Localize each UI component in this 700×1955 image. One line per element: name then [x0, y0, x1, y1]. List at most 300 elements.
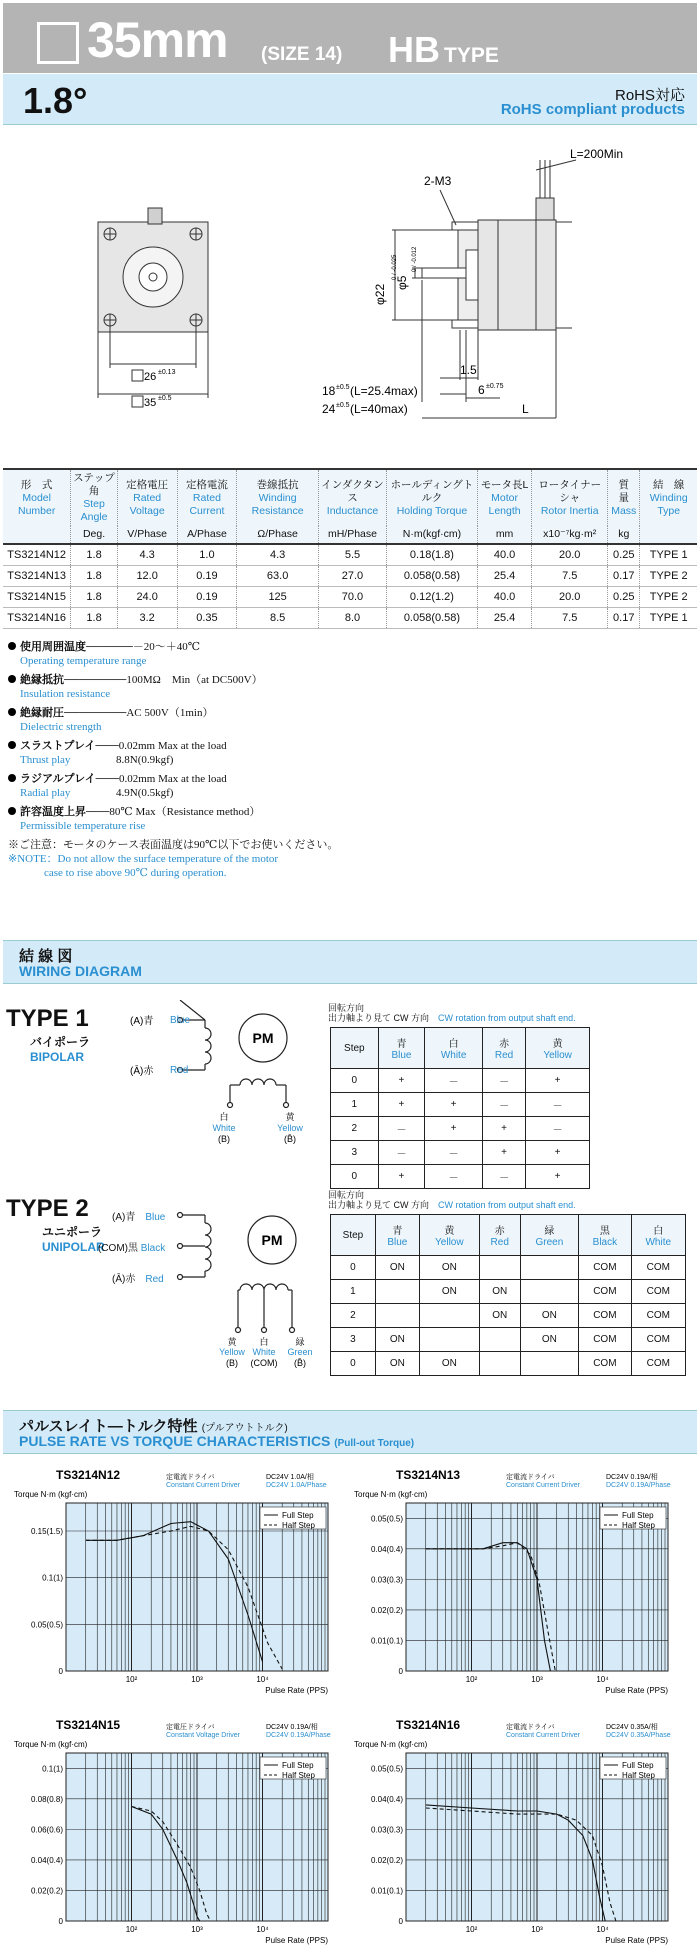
type2-jp: ユニポーラ [42, 1225, 103, 1239]
table-cell: 24.0 [117, 587, 177, 608]
driver-jp: 定電流ドライバ [166, 1474, 215, 1481]
table-row [3, 587, 697, 608]
x-axis-label: Pulse Rate (PPS) [605, 1936, 668, 1945]
section-title-en-sub: (Pull-out Torque) [334, 1438, 415, 1449]
x-axis-label: Pulse Rate (PPS) [605, 1686, 668, 1695]
y-tick-label: 0.01(0.1) [370, 1886, 403, 1896]
table-cell: 1.0 [177, 544, 237, 566]
wire-col-header [579, 1215, 631, 1256]
table-cell [419, 1328, 479, 1352]
table-cell: 1.8 [71, 544, 117, 566]
header-jp: モータ長L [480, 478, 529, 491]
wire-white-jp: 白 [259, 1337, 269, 1347]
rotation-jp-1: 回転方向 [328, 1003, 365, 1013]
wire-a-color: Blue [145, 1212, 166, 1223]
y-tick-label: 0.04(0.4) [30, 1855, 63, 1865]
table-cell: + [482, 1117, 525, 1141]
note-label: ラジアルプレイ [20, 773, 96, 785]
supply-en: DC24V 0.19A/Phase [606, 1482, 671, 1489]
spec-header-cell [532, 469, 608, 526]
bullet-icon [8, 807, 16, 815]
header-en: Mass [611, 504, 637, 517]
table-cell: + [378, 1165, 425, 1189]
table-row [331, 1256, 686, 1280]
wire-white-code: (COM) [250, 1358, 278, 1368]
table-cell: COM [631, 1280, 685, 1304]
sq-26-tol: ±0.13 [158, 369, 176, 376]
pulse-section-header [3, 1410, 697, 1454]
note-label: 絶縁抵抗 [20, 674, 64, 686]
x-tick-label: 10³ [191, 1925, 203, 1934]
bullet-icon [8, 774, 16, 782]
type2-sequence-table [330, 1214, 686, 1376]
square-frame-icon [37, 22, 79, 64]
x-tick-label: 10⁴ [596, 1675, 609, 1684]
table-cell: + [526, 1141, 590, 1165]
table-cell: 0.17 [608, 608, 640, 629]
section-title-en: WIRING DIAGRAM [19, 963, 142, 979]
note-value-2: 4.9N(0.5kgf) [116, 787, 174, 799]
table-cell: ON [375, 1352, 419, 1376]
pm-label: PM [252, 1030, 274, 1046]
table-cell: 4.3 [237, 544, 319, 566]
wire-abar-label: (Ā)赤 [130, 1066, 154, 1077]
dia-22: φ22 [373, 283, 387, 305]
spec-header-cell [237, 469, 319, 526]
table-cell: ON [419, 1256, 479, 1280]
table-cell: COM [579, 1328, 631, 1352]
wire-green-jp: 緑 [295, 1337, 305, 1347]
dim-6-tol: ±0.75 [486, 383, 504, 390]
spec-unit-cell: kg [608, 526, 640, 544]
type2-schematic [110, 1205, 340, 1375]
table-cell: 0.35 [177, 608, 237, 629]
legend-label: Full Step [282, 1761, 314, 1770]
note-value: AC 500V（1min） [126, 707, 214, 719]
y-tick-label: 0 [398, 1667, 403, 1676]
header-en: Model Number [17, 491, 56, 517]
table-cell: ON [479, 1304, 520, 1328]
table-cell: 0.17 [608, 566, 640, 587]
header-jp: インダクタンス [321, 478, 384, 504]
col-jp: 青 [396, 1039, 407, 1050]
legend-label: Full Step [622, 1761, 654, 1770]
spec-notes: 使用周囲温度──────－20～＋40℃ Operating temperature range 絶縁抵抗────────100MΩ Min（at DC500V） Insulation resistance 絶縁耐圧────────AC 500V（1min） Dielectric strength スラストプレイ───0.02mm Max at the load Thrust play 8.8N(0.9kgf) ラジアルプレイ───0.02mm Max at the load Radial play 4.9N(0.5kgf) 許容温度上昇───80℃ Max（Resistance method） Permissible temperature rise ※ご注意：モータのケース表面温度は90℃以下でお使いください。 ※NOTE：Do not allow the surface temperature of the motor case to rise above 90℃ during operation. [8, 641, 339, 879]
type1-schematic [130, 1000, 330, 1150]
spec-unit-cell: Ω/Phase [237, 526, 319, 544]
table-cell: + [526, 1165, 590, 1189]
table-cell: 20.0 [532, 587, 608, 608]
table-row [331, 1280, 686, 1304]
dim-1-5: 1.5 [460, 363, 477, 377]
table-cell: + [425, 1093, 483, 1117]
wire-col-header [482, 1028, 525, 1069]
y-tick-label: 0 [58, 1667, 63, 1676]
spec-header-cell [177, 469, 237, 526]
dia-5: φ5 [395, 275, 409, 290]
table-cell: TS3214N16 [3, 608, 71, 629]
x-tick-label: 10⁴ [596, 1925, 609, 1934]
pm-label: PM [261, 1232, 283, 1248]
x-axis-label: Pulse Rate (PPS) [265, 1686, 328, 1695]
spec-header-cell [608, 469, 640, 526]
header-jp: ホールディングトルク [390, 478, 474, 504]
torque-chart [8, 1465, 348, 1705]
table-cell: 3 [331, 1141, 379, 1165]
wiring-section-header [3, 940, 697, 984]
x-tick-label: 10² [125, 1675, 138, 1684]
col-jp: 緑 [544, 1226, 555, 1237]
wire-abar-label: (Ā)赤 [112, 1274, 136, 1285]
table-cell: 7.5 [532, 566, 608, 587]
legend-label: Full Step [622, 1511, 654, 1520]
caution-jp: ※ご注意：モータのケース表面温度は90℃以下でお使いください。 [8, 839, 339, 851]
section-title-en: PULSE RATE VS TORQUE CHARACTERISTICS [19, 1433, 331, 1449]
table-cell: 0.12(1.2) [387, 587, 478, 608]
type1-en: BIPOLAR [30, 1050, 84, 1064]
table-cell: 0 [331, 1352, 376, 1376]
wire-yellow-jp: 黄 [227, 1337, 237, 1347]
step-header: Step [331, 1215, 376, 1256]
spec-header-cell [387, 469, 478, 526]
table-cell: 3 [331, 1328, 376, 1352]
table-cell: 0.058(0.58) [387, 608, 478, 629]
wire-abar-color: Red [145, 1274, 164, 1285]
table-row [331, 1069, 590, 1093]
type2-rotation-note [328, 1190, 576, 1210]
dim-18: 18 [322, 384, 336, 398]
col-en: Red [494, 1050, 514, 1061]
table-cell: 0.25 [608, 587, 640, 608]
col-jp: 赤 [499, 1039, 510, 1050]
wire-col-header [631, 1215, 685, 1256]
table-cell: 7.5 [532, 608, 608, 629]
wire-col-header [419, 1215, 479, 1256]
type1-label [6, 1005, 90, 1064]
note-label: 絶縁耐圧 [20, 707, 64, 719]
x-tick-label: 10³ [531, 1925, 543, 1934]
y-axis-label: Torque N·m (kgf·cm) [14, 1490, 88, 1499]
sq-35: 35 [144, 397, 157, 409]
chart-title: TS3214N15 [56, 1718, 121, 1732]
y-tick-label: 0.01(0.1) [370, 1636, 403, 1646]
note-en: Insulation resistance [20, 688, 111, 700]
col-jp: 白 [653, 1226, 664, 1237]
y-tick-label: 0.05(0.5) [30, 1620, 63, 1630]
y-axis-label: Torque N·m (kgf·cm) [354, 1490, 428, 1499]
table-cell: TS3214N13 [3, 566, 71, 587]
table-row [3, 608, 697, 629]
col-en: Blue [387, 1237, 408, 1248]
table-cell: 2 [331, 1117, 379, 1141]
header-en: Rotor Inertia [540, 504, 599, 517]
supply-jp: DC24V 0.35A/相 [606, 1724, 658, 1731]
torque-chart [348, 1715, 688, 1955]
torque-chart [8, 1715, 348, 1955]
table-cell [479, 1352, 520, 1376]
bullet-icon [8, 642, 16, 650]
y-tick-label: 0.06(0.6) [30, 1825, 63, 1835]
col-en: Black [592, 1237, 618, 1248]
table-cell: COM [631, 1328, 685, 1352]
table-cell: － [425, 1069, 483, 1093]
table-cell: ON [419, 1280, 479, 1304]
dim-18-tol: ±0.5 [336, 384, 350, 391]
table-cell: COM [579, 1304, 631, 1328]
screw-spec: 2-M3 [424, 174, 452, 188]
y-axis-label: Torque N·m (kgf·cm) [354, 1740, 428, 1749]
table-cell: 2 [331, 1304, 376, 1328]
table-cell: + [425, 1117, 483, 1141]
col-en: Yellow [543, 1050, 572, 1061]
table-row [3, 544, 697, 566]
y-tick-label: 0.03(0.3) [370, 1575, 403, 1585]
dia-22-tol: 0 / -0.025 [392, 254, 398, 280]
note-label: 使用周囲温度 [20, 641, 86, 653]
header-jp: 定格電流 [185, 478, 228, 491]
table-row [331, 1328, 686, 1352]
wire-green-en: Green [287, 1347, 313, 1357]
wire-white-en: White [252, 1347, 276, 1357]
lead-length: L=200Min [570, 147, 624, 161]
rotation-jp-1: 回転方向 [328, 1190, 365, 1200]
wire-col-header [526, 1028, 590, 1069]
table-cell: 70.0 [318, 587, 386, 608]
note-en: Radial play [20, 787, 71, 799]
supply-en: DC24V 1.0A/Phase [266, 1482, 327, 1489]
spec-header-cell [71, 469, 117, 526]
table-cell: 8.0 [318, 608, 386, 629]
wire-col-header [520, 1215, 579, 1256]
table-cell: + [378, 1093, 425, 1117]
table-cell: 0 [331, 1165, 379, 1189]
col-jp: 黒 [599, 1226, 610, 1237]
wire-col-header [479, 1215, 520, 1256]
spec-header-cell [117, 469, 177, 526]
section-title-jp-sub: (プルアウトトルク) [201, 1423, 288, 1434]
legend-label: Half Step [622, 1521, 655, 1530]
rotation-en: CW rotation from output shaft end. [438, 1200, 576, 1210]
table-cell: － [425, 1165, 483, 1189]
note-value: －20～＋40℃ [132, 641, 201, 653]
note-label: 許容温度上昇 [20, 806, 86, 818]
y-tick-label: 0.08(0.8) [30, 1794, 63, 1804]
type1-jp: バイポーラ [30, 1035, 91, 1049]
table-cell: － [526, 1117, 590, 1141]
table-cell: TS3214N12 [3, 544, 71, 566]
table-cell [520, 1352, 579, 1376]
rotation-jp-2: 出力軸より見て CW 方向 [328, 1013, 429, 1023]
table-cell: 25.4 [477, 608, 531, 629]
table-cell [375, 1304, 419, 1328]
note-en: Operating temperature range [20, 655, 147, 667]
sq-35-tol: ±0.5 [158, 395, 172, 402]
table-cell: 1 [331, 1280, 376, 1304]
wire-green-code: (B̄) [294, 1358, 306, 1368]
spec-unit-cell: x10⁻⁷kg·m² [532, 526, 608, 544]
supply-en: DC24V 0.35A/Phase [606, 1732, 671, 1739]
dia-5-tol: 0 / -0.012 [412, 246, 418, 272]
header-en: Rated Voltage [129, 491, 165, 517]
note-value: 0.02mm Max at the load [118, 773, 227, 785]
table-cell: TYPE 1 [640, 544, 697, 566]
table-cell: 3.2 [117, 608, 177, 629]
spec-unit-cell: mm [477, 526, 531, 544]
table-cell: ON [520, 1304, 579, 1328]
table-cell: 0.25 [608, 544, 640, 566]
table-cell: 20.0 [532, 544, 608, 566]
header-jp: 結 線 [652, 478, 685, 491]
table-row [331, 1093, 590, 1117]
rotation-jp-2: 出力軸より見て CW 方向 [328, 1200, 429, 1210]
y-tick-label: 0.02(0.2) [30, 1886, 63, 1896]
table-cell: 40.0 [477, 544, 531, 566]
legend-label: Full Step [282, 1511, 314, 1520]
wire-white-jp: 白 [219, 1112, 229, 1122]
header-jp: ロータイナーシャ [538, 478, 602, 504]
bullet-icon [8, 741, 16, 749]
wire-white-code: (B) [218, 1134, 230, 1144]
spec-unit-cell: N·m(kgf·cm) [387, 526, 478, 544]
wire-a-label: (A)青 [130, 1016, 154, 1027]
torque-chart [348, 1465, 688, 1705]
note-value: 0.02mm Max at the load [118, 740, 227, 752]
header-en: Rated Current [189, 491, 225, 517]
table-cell: COM [631, 1304, 685, 1328]
table-row [3, 566, 697, 587]
table-cell: － [425, 1141, 483, 1165]
driver-en: Constant Current Driver [166, 1482, 240, 1489]
wire-yellow-code: (B̄) [284, 1134, 296, 1144]
note-value: 100MΩ Min（at DC500V） [126, 674, 263, 686]
header-jp: 巻線抵抗 [256, 478, 299, 491]
y-tick-label: 0.1(1) [42, 1764, 63, 1774]
header-en: Step Angle [80, 498, 108, 523]
y-tick-label: 0.05(0.5) [370, 1514, 403, 1524]
spec-header-cell [318, 469, 386, 526]
table-cell: － [482, 1093, 525, 1117]
table-row [331, 1352, 686, 1376]
y-tick-label: 0 [58, 1917, 63, 1926]
note-value-2: 8.8N(0.9kgf) [116, 754, 174, 766]
header-en: Holding Torque [396, 504, 468, 517]
col-en: Yellow [435, 1237, 464, 1248]
spec-unit-cell: V/Phase [117, 526, 177, 544]
spec-unit-cell [640, 526, 697, 544]
table-cell [375, 1280, 419, 1304]
type-main: HB [388, 29, 440, 70]
col-jp: 青 [392, 1226, 403, 1237]
driver-en: Constant Voltage Driver [166, 1732, 240, 1739]
supply-jp: DC24V 0.19A/相 [606, 1474, 658, 1481]
spec-table [3, 468, 697, 629]
table-cell: TYPE 2 [640, 587, 697, 608]
col-jp: 黄 [552, 1039, 563, 1050]
type-sub: TYPE [444, 44, 499, 67]
y-axis-label: Torque N·m (kgf·cm) [14, 1740, 88, 1749]
caution-en-1: ※NOTE：Do not allow the surface temperature of the motor [8, 853, 279, 865]
title-bar [3, 3, 697, 73]
x-tick-label: 10⁴ [256, 1675, 269, 1684]
table-cell: ON [375, 1256, 419, 1280]
driver-jp: 定電流ドライバ [506, 1724, 555, 1731]
step-angle-band [3, 74, 697, 125]
bullet-icon [8, 675, 16, 683]
legend-label: Half Step [282, 1521, 315, 1530]
col-en: White [645, 1237, 672, 1248]
table-cell: 125 [237, 587, 319, 608]
header-jp: 形 式 [20, 478, 53, 491]
x-tick-label: 10⁴ [256, 1925, 269, 1934]
table-cell: ON [375, 1328, 419, 1352]
table-cell: TS3214N15 [3, 587, 71, 608]
wire-col-header [378, 1028, 425, 1069]
table-cell: + [378, 1069, 425, 1093]
table-cell: － [482, 1069, 525, 1093]
type1-sequence-table [330, 1027, 590, 1189]
step-header: Step [331, 1028, 379, 1069]
type1-title: TYPE 1 [6, 1005, 89, 1032]
step-angle: 1.8° [23, 80, 88, 121]
table-cell: 0.19 [177, 587, 237, 608]
table-cell: TYPE 2 [640, 566, 697, 587]
spec-header-cell [3, 469, 71, 526]
table-cell: 0 [331, 1256, 376, 1280]
col-jp: 白 [448, 1039, 459, 1050]
table-cell: 1.8 [71, 608, 117, 629]
note-en: Permissible temperature rise [20, 820, 146, 832]
driver-en: Constant Current Driver [506, 1482, 580, 1489]
dimension-drawing [0, 130, 700, 430]
wire-col-header [375, 1215, 419, 1256]
col-en: White [440, 1050, 467, 1061]
note-label: スラストプレイ [20, 740, 96, 752]
table-cell: 40.0 [477, 587, 531, 608]
header-jp: ステップ角 [73, 472, 115, 497]
y-tick-label: 0.1(1) [42, 1573, 63, 1583]
table-row [331, 1304, 686, 1328]
table-cell: + [482, 1141, 525, 1165]
y-tick-label: 0.04(0.4) [370, 1794, 403, 1804]
header-en: Motor Length [488, 491, 521, 517]
table-cell: ON [520, 1328, 579, 1352]
x-tick-label: 10³ [191, 1675, 203, 1684]
dim-L: L [522, 402, 529, 416]
table-cell: 5.5 [318, 544, 386, 566]
table-cell: ON [479, 1280, 520, 1304]
spec-unit-cell [3, 526, 71, 544]
wire-a-color: Blue [170, 1015, 191, 1026]
col-en: Blue [391, 1050, 412, 1061]
bullet-icon [8, 708, 16, 716]
table-cell: + [526, 1069, 590, 1093]
table-cell: COM [579, 1280, 631, 1304]
col-jp: 赤 [494, 1226, 505, 1237]
table-cell: 12.0 [117, 566, 177, 587]
dim-6: 6 [478, 383, 485, 397]
type2-en: UNIPOLAR [42, 1240, 105, 1254]
wire-com-color: Black [140, 1243, 166, 1254]
table-cell [479, 1328, 520, 1352]
y-tick-label: 0 [398, 1917, 403, 1926]
supply-jp: DC24V 1.0A/相 [266, 1474, 314, 1481]
table-cell: TYPE 1 [640, 608, 697, 629]
y-tick-label: 0.03(0.3) [370, 1825, 403, 1835]
table-cell: COM [631, 1256, 685, 1280]
rohs-jp: RoHS対応 [614, 87, 685, 104]
legend-label: Half Step [622, 1771, 655, 1780]
wire-com-label: (COM)黒 [98, 1243, 138, 1254]
